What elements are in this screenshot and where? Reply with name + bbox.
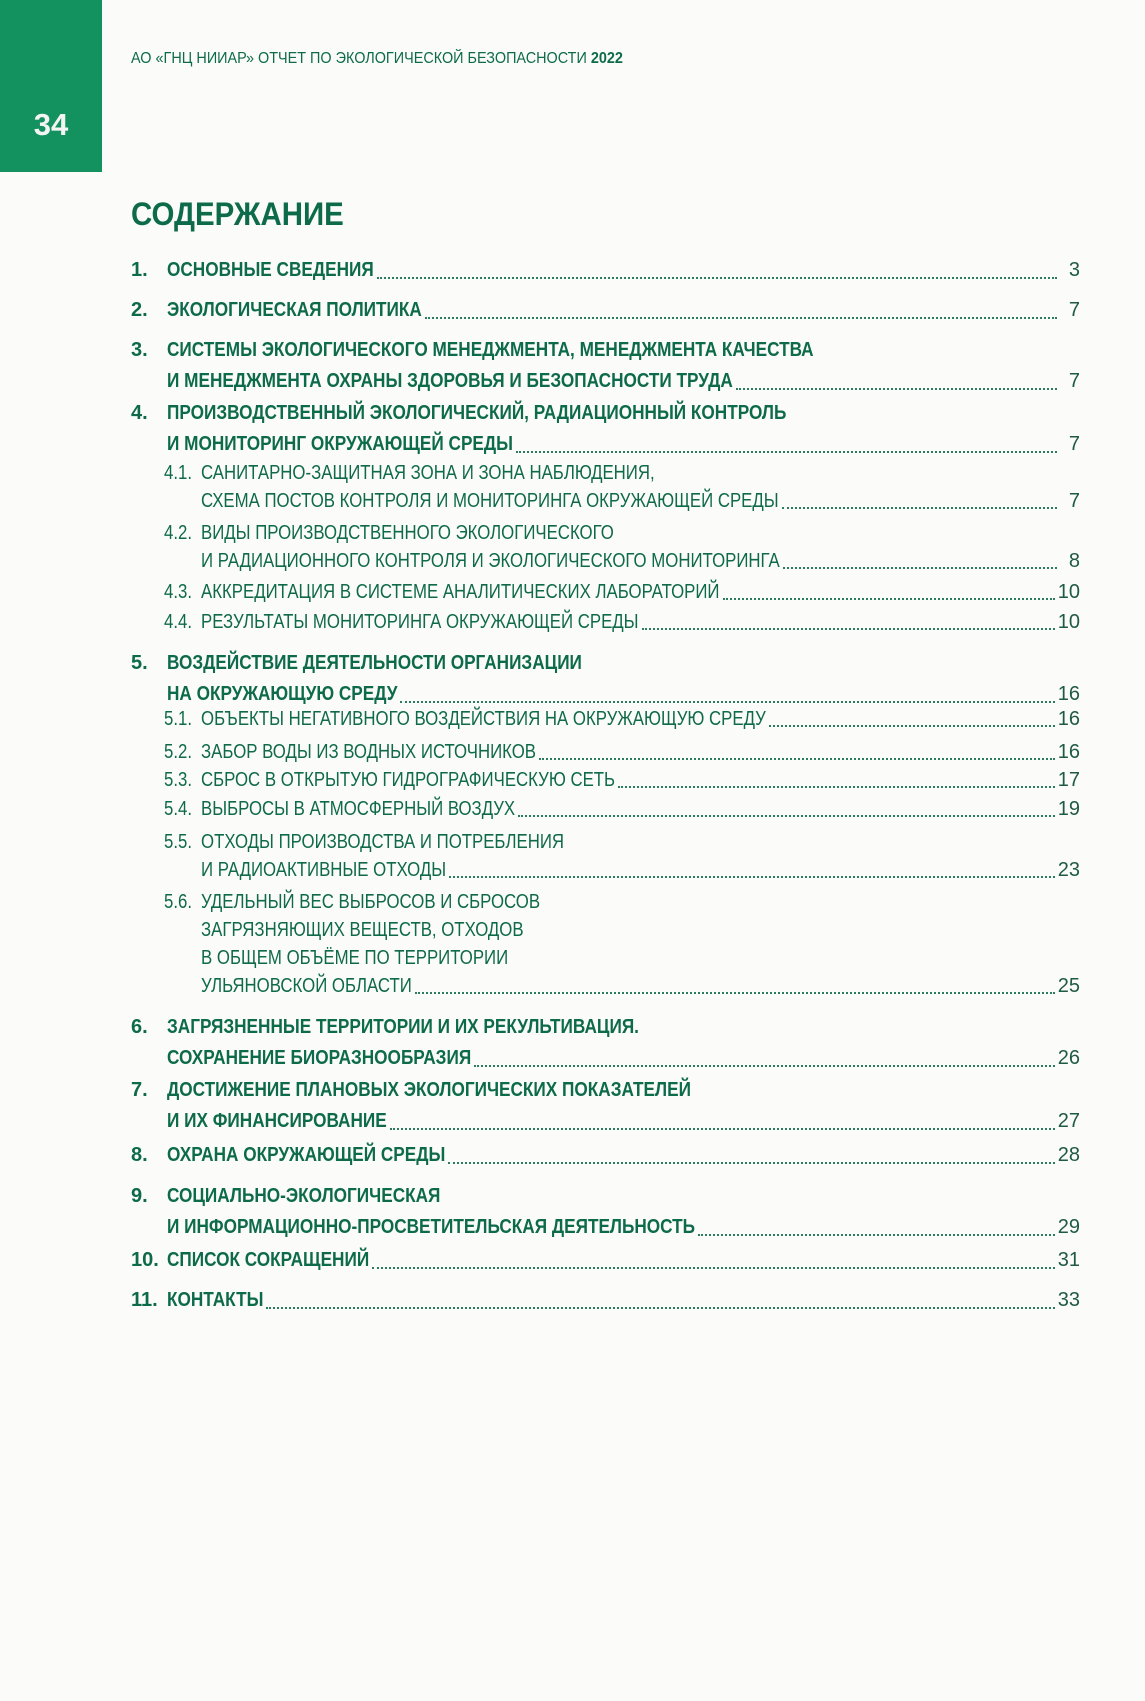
toc-entry-label: РЕЗУЛЬТАТЫ МОНИТОРИНГА ОКРУЖАЮЩЕЙ СРЕДЫ — [201, 611, 639, 633]
toc-entry-number: 5.5. — [164, 831, 193, 853]
toc-entry-page: 7 — [1068, 490, 1080, 512]
toc-entry-number: 4.3. — [164, 581, 193, 603]
toc-entry[interactable] — [131, 1012, 1080, 1074]
dot-leader — [736, 388, 1057, 390]
toc-entry-number: 2. — [131, 299, 148, 321]
toc-entry[interactable] — [164, 459, 1080, 515]
toc-entry-label: УДЕЛЬНЫЙ ВЕС ВЫБРОСОВ И СБРОСОВ — [201, 891, 541, 913]
toc-entry-label: И МЕНЕДЖМЕНТА ОХРАНЫ ЗДОРОВЬЯ И БЕЗОПАСНОСТИ ТРУДА — [167, 370, 733, 392]
toc-entry-number: 5.3. — [164, 769, 193, 791]
toc-entry[interactable] — [131, 1140, 1080, 1171]
toc-entry[interactable] — [164, 578, 1080, 606]
toc-entry-number: 4.1. — [164, 462, 193, 484]
toc-entry-number: 4. — [131, 402, 148, 424]
toc-entry[interactable] — [131, 1245, 1080, 1276]
toc-entry-label: ЗАГРЯЗНЕННЫЕ ТЕРРИТОРИИ И ИХ РЕКУЛЬТИВАЦИЯ. — [167, 1016, 639, 1038]
toc-entry-number: 5.6. — [164, 891, 193, 913]
toc-entry-page: 33 — [1057, 1289, 1080, 1311]
toc-entry-number: 3. — [131, 339, 148, 361]
toc-entry-label: И РАДИАЦИОННОГО КОНТРОЛЯ И ЭКОЛОГИЧЕСКОГО МОНИТОРИНГА — [201, 550, 780, 572]
toc-entry[interactable] — [164, 828, 1080, 884]
dot-leader — [516, 451, 1057, 453]
toc-entry-page: 25 — [1057, 975, 1080, 997]
toc-entry-page: 10 — [1057, 581, 1080, 603]
toc-entry-number: 9. — [131, 1185, 148, 1207]
toc-entry-label: СБРОС В ОТКРЫТУЮ ГИДРОГРАФИЧЕСКУЮ СЕТЬ — [201, 769, 616, 791]
dot-leader — [642, 628, 1055, 630]
toc-entry[interactable] — [164, 519, 1080, 575]
running-head-title: АО «ГНЦ НИИАР» ОТЧЕТ ПО ЭКОЛОГИЧЕСКОЙ БЕЗОПАСНОСТИ — [131, 50, 587, 67]
dot-leader — [425, 317, 1057, 319]
page-number: 34 — [33, 107, 69, 142]
toc-entry-label: СХЕМА ПОСТОВ КОНТРОЛЯ И МОНИТОРИНГА ОКРУЖАЮЩЕЙ СРЕДЫ — [201, 490, 779, 512]
toc-entry-number: 10. — [131, 1249, 159, 1271]
toc-entry-number: 8. — [131, 1144, 148, 1166]
dot-leader — [723, 598, 1055, 600]
toc-entry-label: СОЦИАЛЬНО-ЭКОЛОГИЧЕСКАЯ — [167, 1185, 441, 1207]
toc-entry[interactable] — [164, 795, 1080, 823]
toc-entry-label: АККРЕДИТАЦИЯ В СИСТЕМЕ АНАЛИТИЧЕСКИХ ЛАБОРАТОРИЙ — [201, 581, 720, 603]
toc-entry-label: СИСТЕМЫ ЭКОЛОГИЧЕСКОГО МЕНЕДЖМЕНТА, МЕНЕДЖМЕНТА КАЧЕСТВА — [167, 339, 814, 361]
toc-entry-page: 19 — [1057, 798, 1080, 820]
toc-entry-page: 28 — [1057, 1144, 1080, 1166]
dot-leader — [448, 1162, 1054, 1164]
dot-leader — [783, 567, 1057, 569]
toc-entry[interactable] — [164, 738, 1080, 766]
toc-entry-number: 4.2. — [164, 522, 193, 544]
dot-leader — [372, 1267, 1055, 1269]
toc-entry-label: И МОНИТОРИНГ ОКРУЖАЮЩЕЙ СРЕДЫ — [167, 433, 514, 455]
toc-entry-label: ОБЪЕКТЫ НЕГАТИВНОГО ВОЗДЕЙСТВИЯ НА ОКРУЖАЮЩУЮ СРЕДУ — [201, 708, 766, 730]
toc-entry-page: 27 — [1057, 1110, 1080, 1132]
toc-entry-number: 5.2. — [164, 741, 193, 763]
toc-entry-label: КОНТАКТЫ — [167, 1289, 264, 1311]
toc-entry-label: ВЫБРОСЫ В АТМОСФЕРНЫЙ ВОЗДУХ — [201, 798, 516, 820]
dot-leader — [474, 1065, 1055, 1067]
toc-entry-label: НА ОКРУЖАЮЩУЮ СРЕДУ — [167, 683, 398, 705]
toc-entry[interactable] — [131, 398, 1080, 460]
dot-leader — [415, 992, 1055, 994]
toc-entry-label: ОСНОВНЫЕ СВЕДЕНИЯ — [167, 259, 374, 281]
dot-leader — [390, 1128, 1055, 1130]
toc-entry-number: 5.4. — [164, 798, 193, 820]
toc-entry-number: 1. — [131, 259, 148, 281]
toc-entry-label: ВИДЫ ПРОИЗВОДСТВЕННОГО ЭКОЛОГИЧЕСКОГО — [201, 522, 614, 544]
running-head-year: 2022 — [590, 50, 623, 67]
toc-entry[interactable] — [164, 705, 1080, 733]
toc-entry-page: 16 — [1057, 741, 1080, 763]
toc-entry-number: 5. — [131, 652, 148, 674]
dot-leader — [782, 507, 1057, 509]
dot-leader — [449, 876, 1055, 878]
toc-entry-label: СОХРАНЕНИЕ БИОРАЗНООБРАЗИЯ — [167, 1047, 472, 1069]
dot-leader — [518, 815, 1055, 817]
dot-leader — [400, 701, 1054, 703]
toc-entry-label: В ОБЩЕМ ОБЪЁМЕ ПО ТЕРРИТОРИИ — [201, 947, 509, 969]
toc-entry[interactable] — [131, 1181, 1080, 1243]
toc-entry-page: 26 — [1057, 1047, 1080, 1069]
toc-title: СОДЕРЖАНИЕ — [131, 196, 344, 232]
toc-entry-label: ОТХОДЫ ПРОИЗВОДСТВА И ПОТРЕБЛЕНИЯ — [201, 831, 565, 853]
toc-entry-page: 23 — [1057, 859, 1080, 881]
toc-entry[interactable] — [131, 335, 1080, 397]
toc-entry-page: 3 — [1068, 259, 1080, 281]
dot-leader — [377, 277, 1057, 279]
toc-entry[interactable] — [164, 608, 1080, 636]
toc-entry-label: ЭКОЛОГИЧЕСКАЯ ПОЛИТИКА — [167, 299, 422, 321]
toc-entry-page: 16 — [1057, 683, 1080, 705]
toc-entry[interactable] — [131, 255, 1080, 286]
toc-entry-page: 31 — [1057, 1249, 1080, 1271]
toc-entry-label: САНИТАРНО-ЗАЩИТНАЯ ЗОНА И ЗОНА НАБЛЮДЕНИЯ, — [201, 462, 655, 484]
toc-entry-number: 7. — [131, 1079, 148, 1101]
toc-entry-label: И ИХ ФИНАНСИРОВАНИЕ — [167, 1110, 387, 1132]
toc-entry-page: 10 — [1057, 611, 1080, 633]
toc-entry-page: 7 — [1068, 370, 1080, 392]
toc-entry-number: 4.4. — [164, 611, 193, 633]
toc-entry-page: 7 — [1068, 299, 1080, 321]
dot-leader — [618, 786, 1055, 788]
toc-entry-label: И РАДИОАКТИВНЫЕ ОТХОДЫ — [201, 859, 447, 881]
toc-entry-number: 11. — [131, 1289, 158, 1311]
toc-entry-label: ПРОИЗВОДСТВЕННЫЙ ЭКОЛОГИЧЕСКИЙ, РАДИАЦИОННЫЙ КОНТРОЛЬ — [167, 402, 787, 424]
toc-entry-label: ОХРАНА ОКРУЖАЮЩЕЙ СРЕДЫ — [167, 1144, 446, 1166]
toc-entry-page: 8 — [1068, 550, 1080, 572]
toc-entry[interactable] — [164, 888, 1080, 1000]
toc-entry-page: 7 — [1068, 433, 1080, 455]
toc-entry[interactable] — [164, 766, 1080, 794]
toc-entry-label: ДОСТИЖЕНИЕ ПЛАНОВЫХ ЭКОЛОГИЧЕСКИХ ПОКАЗАТЕЛЕЙ — [167, 1079, 691, 1101]
toc-entry-label: СПИСОК СОКРАЩЕНИЙ — [167, 1249, 370, 1271]
toc-entry-number: 6. — [131, 1016, 148, 1038]
toc-entry[interactable] — [131, 295, 1080, 326]
toc-entry-page: 16 — [1057, 708, 1080, 730]
dot-leader — [539, 758, 1055, 760]
toc-entry-label: ЗАГРЯЗНЯЮЩИХ ВЕЩЕСТВ, ОТХОДОВ — [201, 919, 524, 941]
toc-entry-label: УЛЬЯНОВСКОЙ ОБЛАСТИ — [201, 975, 412, 997]
toc-entry-label: ЗАБОР ВОДЫ ИЗ ВОДНЫХ ИСТОЧНИКОВ — [201, 741, 537, 763]
toc-entry[interactable] — [131, 1075, 1080, 1137]
toc-entry[interactable] — [131, 648, 1080, 710]
dot-leader — [769, 725, 1055, 727]
toc-entry-page: 17 — [1057, 769, 1080, 791]
toc-entry[interactable] — [131, 1285, 1080, 1316]
toc-entry-label: ВОЗДЕЙСТВИЕ ДЕЯТЕЛЬНОСТИ ОРГАНИЗАЦИИ — [167, 652, 582, 674]
dot-leader — [266, 1307, 1054, 1309]
toc-entry-page: 29 — [1057, 1216, 1080, 1238]
toc-entry-number: 5.1. — [164, 708, 193, 730]
dot-leader — [698, 1234, 1055, 1236]
toc-entry-label: И ИНФОРМАЦИОННО-ПРОСВЕТИТЕЛЬСКАЯ ДЕЯТЕЛЬНОСТЬ — [167, 1216, 696, 1238]
